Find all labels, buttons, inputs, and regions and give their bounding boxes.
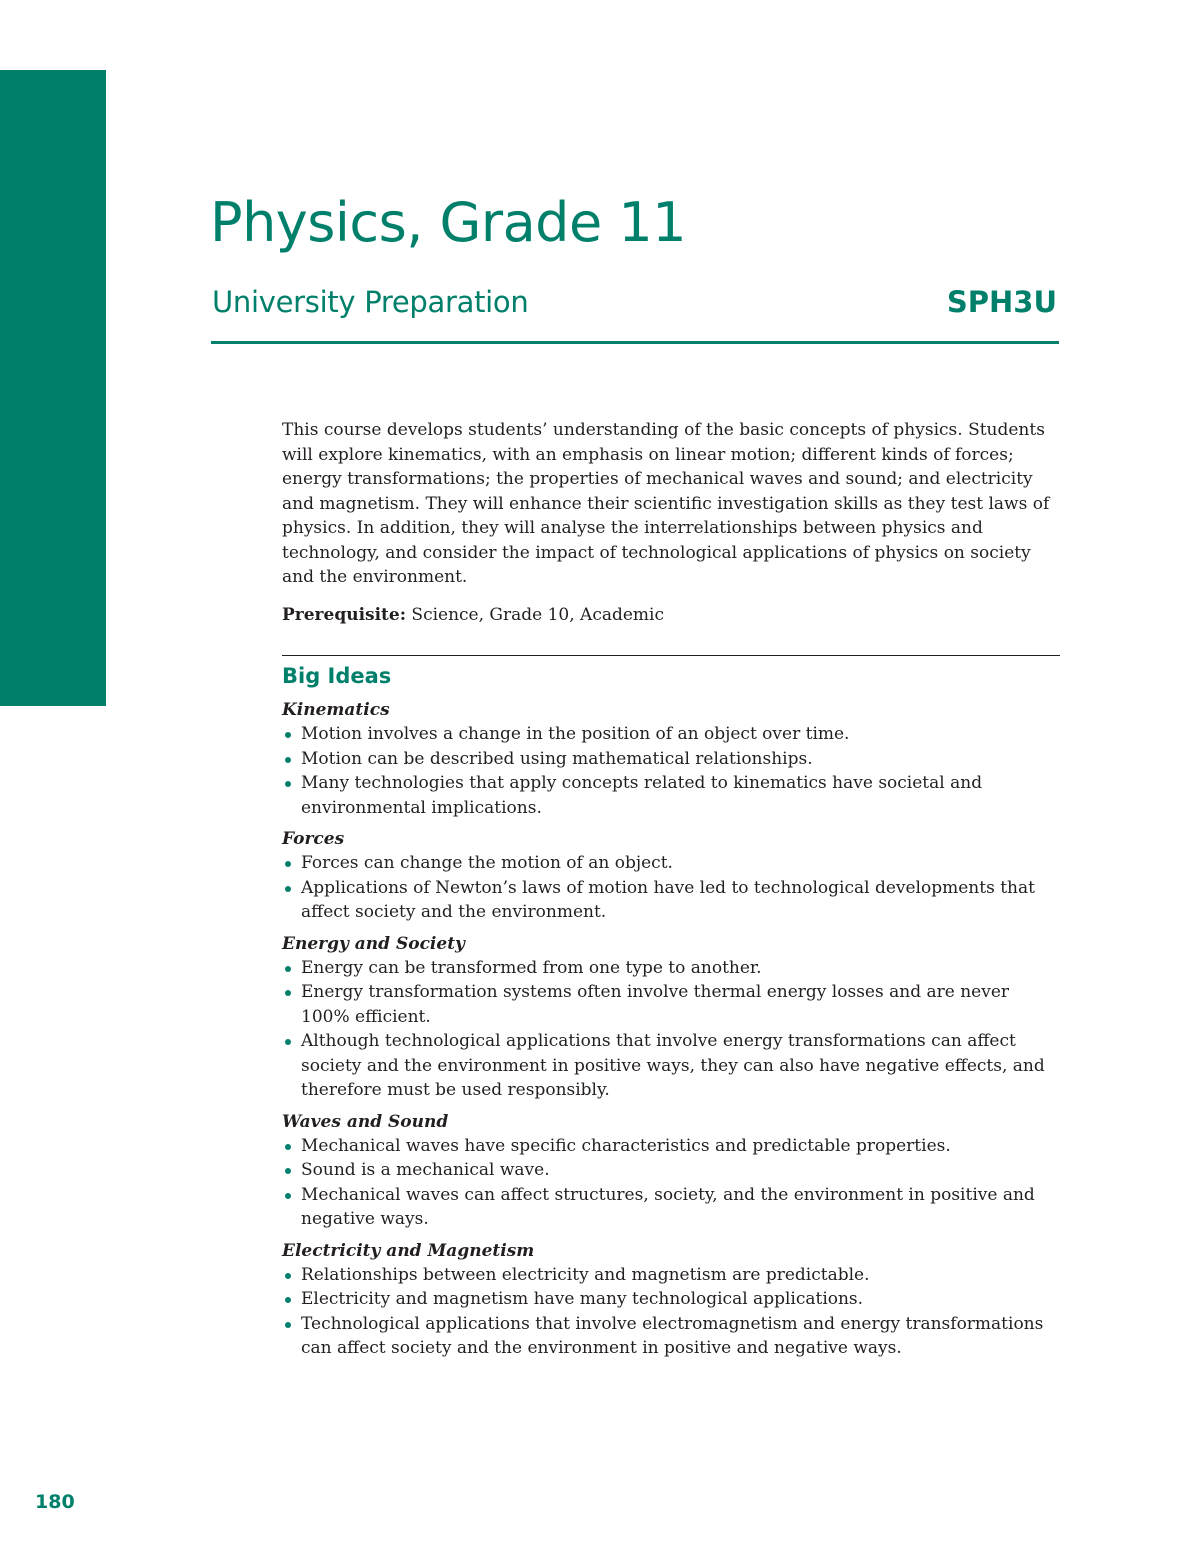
course-code: SPH3U xyxy=(946,285,1057,319)
category-title: Kinematics xyxy=(282,700,390,720)
header-divider xyxy=(211,341,1059,344)
side-color-tab xyxy=(0,70,106,706)
list-item: Motion involves a change in the position of an object over time. xyxy=(282,722,1060,747)
list-item: Although technological applications that involve energy transformations can affect society and the environment in positive ways, they can also have negative effects, and therefore must be used responsibly. xyxy=(282,1029,1060,1103)
bullet-list xyxy=(282,851,1060,925)
category-forces xyxy=(282,827,1060,925)
course-subtitle: University Preparation xyxy=(212,285,529,319)
list-item: Technological applications that involve electromagnetism and energy transformations can affect society and the environment in positive and negative ways. xyxy=(282,1312,1060,1361)
category-electricity-and-magnetism xyxy=(282,1239,1060,1361)
prerequisite-label: Prerequisite: xyxy=(282,604,407,625)
category-title: Energy and Society xyxy=(282,933,465,954)
bullet-list xyxy=(282,956,1060,1103)
category-title: Forces xyxy=(282,829,345,849)
list-item: Electricity and magnetism have many technological applications. xyxy=(282,1287,1060,1312)
main-content xyxy=(282,418,1060,1361)
list-item: Relationships between electricity and magnetism are predictable. xyxy=(282,1263,1060,1288)
page-number: 180 xyxy=(35,1491,75,1513)
list-item: Many technologies that apply concepts related to kinematics have societal and environmental implications. xyxy=(282,771,1060,820)
prerequisite-value: Science, Grade 10, Academic xyxy=(406,604,665,625)
list-item: Mechanical waves can affect structures, society, and the environment in positive and negative ways. xyxy=(282,1183,1060,1232)
list-item: Energy transformation systems often involve thermal energy losses and are never 100% efficient. xyxy=(282,980,1060,1029)
list-item: Energy can be transformed from one type to another. xyxy=(282,956,1060,981)
list-item: Forces can change the motion of an object. xyxy=(282,851,1060,876)
category-energy-and-society xyxy=(282,932,1060,1103)
page-title: Physics, Grade 11 xyxy=(210,191,687,254)
big-ideas-heading: Big Ideas xyxy=(282,664,392,688)
list-item: Applications of Newton’s laws of motion have led to technological developments that affect society and the environment. xyxy=(282,876,1060,925)
category-title: Electricity and Magnetism xyxy=(282,1240,535,1261)
category-kinematics xyxy=(282,698,1060,820)
course-description: This course develops students’ understanding of the basic concepts of physics. Students will explore kinematics, with an emphasis on linear motion; different kinds of forces; energy transformations; the properties of mechanical waves and sound; and electricity and magnetism. They will enhance their scientific investigation skills as they test laws of physics. In addition, they will analyse the interrelationships between physics and technology, and consider the impact of technological applications of physics on society and the environment. xyxy=(282,420,1050,587)
list-item: Mechanical waves have specific characteristics and predictable properties. xyxy=(282,1134,1060,1159)
category-title: Waves and Sound xyxy=(282,1111,449,1132)
prerequisite xyxy=(282,603,1060,628)
bullet-list xyxy=(282,722,1060,820)
list-item: Sound is a mechanical wave. xyxy=(282,1158,1060,1183)
list-item: Motion can be described using mathematical relationships. xyxy=(282,747,1060,772)
category-waves-and-sound xyxy=(282,1110,1060,1232)
section-divider xyxy=(282,655,1060,656)
bullet-list xyxy=(282,1134,1060,1232)
bullet-list xyxy=(282,1263,1060,1361)
